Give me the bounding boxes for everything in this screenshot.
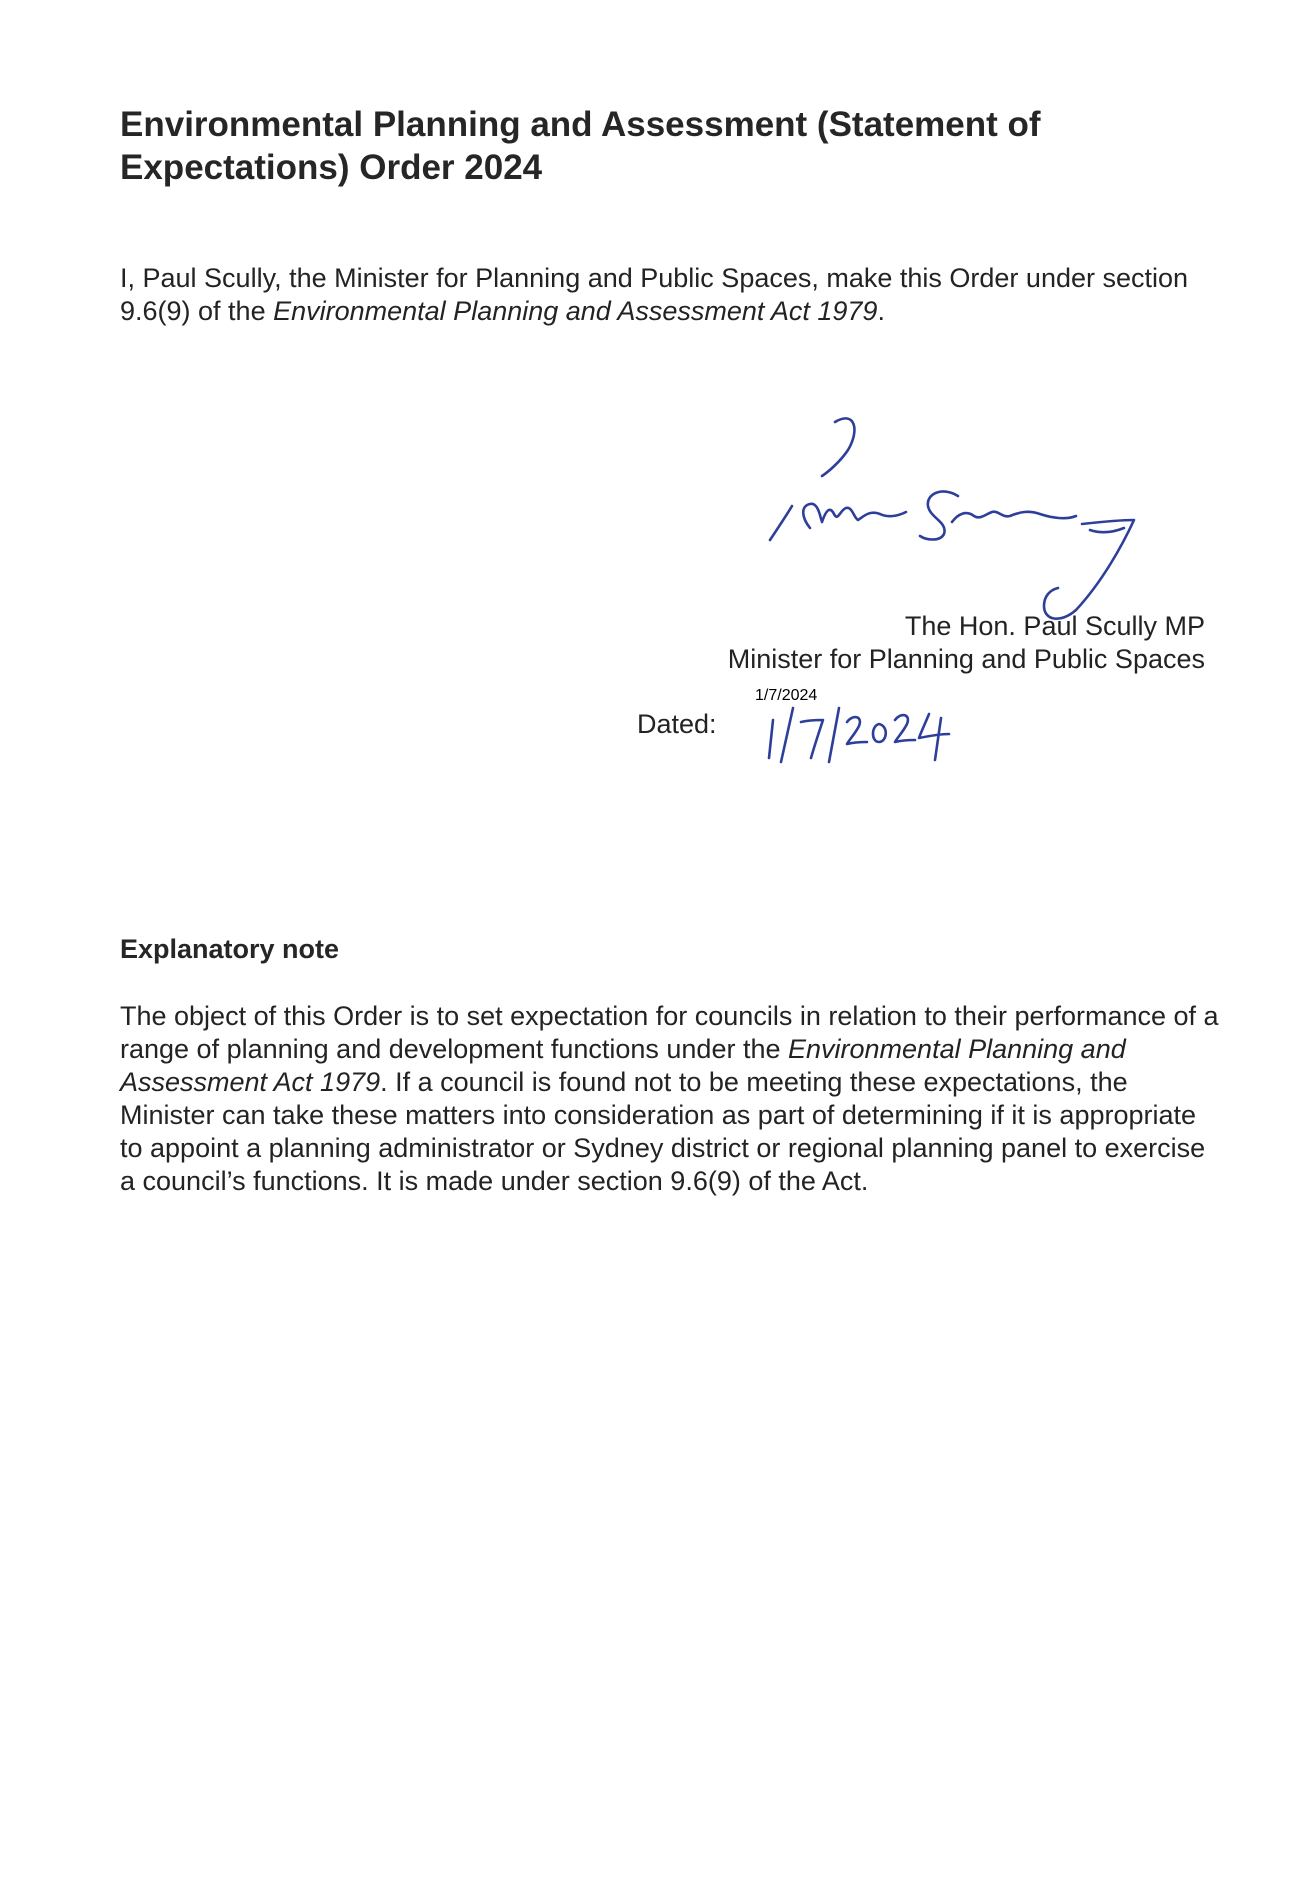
- note-act-name: Environmental Planning and Assessment Act 1979: [120, 1034, 1126, 1097]
- dated-label: Dated:: [637, 709, 717, 739]
- note-text-before: The object of this Order is to set expectation for councils in relation to their performance of a range of planning and development functions under the: [120, 1001, 1219, 1064]
- dated-value: 1/7/2024: [755, 687, 818, 704]
- handwritten-date: [755, 687, 955, 770]
- explanatory-note-heading: Explanatory note: [120, 934, 340, 964]
- handwritten-signature: [730, 410, 1180, 640]
- signatory-name: The Hon. Paul Scully MP: [904, 611, 1205, 641]
- signatory-role: Minister for Planning and Public Spaces: [727, 644, 1205, 674]
- document-title: Environmental Planning and Assessment (Statement of Expectations) Order 2024: [120, 105, 1041, 187]
- intro-act-name: Environmental Planning and Assessment Act 1979: [273, 296, 878, 326]
- note-text-after: . If a council is found not to be meeting these expectations, the Minister can take these matters into consideration as part of determining if it is appropriate to appoint a planning administrator or Sydney district or regional planning panel to exercise a council’s functions. It is made under section 9.6(9) of the Act.: [120, 1067, 1206, 1196]
- intro-paragraph: [120, 262, 1220, 328]
- intro-text-after: .: [877, 296, 885, 326]
- explanatory-note-body: [120, 1000, 1220, 1198]
- intro-text-before: I, Paul Scully, the Minister for Planning and Public Spaces, make this Order under section 9.6(9) of the: [120, 263, 1189, 326]
